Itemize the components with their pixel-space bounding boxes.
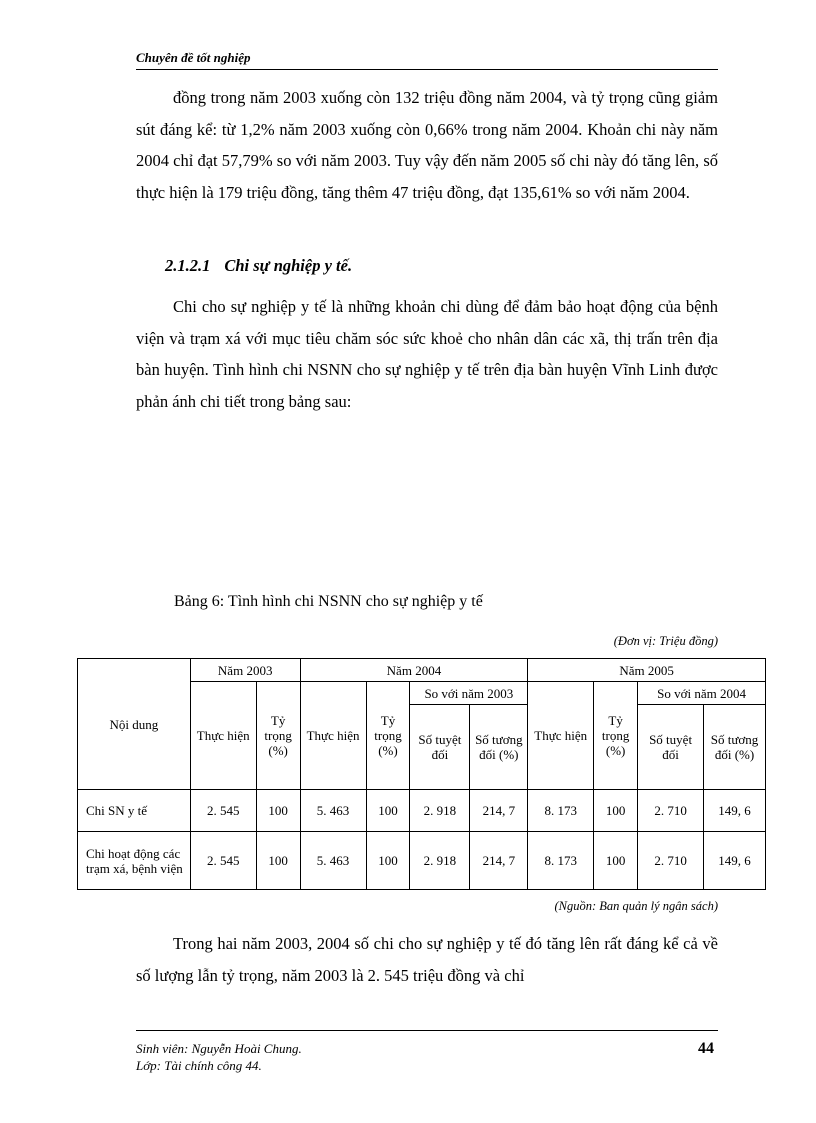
expenditure-table [77, 658, 766, 890]
table-row [78, 790, 766, 832]
paragraph-3 [136, 928, 718, 991]
footer-divider [136, 1030, 718, 1031]
cell: 8. 173 [528, 790, 594, 832]
header-vs-2003: So với năm 2003 [410, 682, 528, 705]
cell: 5. 463 [300, 790, 366, 832]
paragraph-3-text: Trong hai năm 2003, 2004 số chi cho sự nghiệp y tế đó tăng lên rất đáng kể cả về số lượng lẫn tỷ trọng, năm 2003 là 2. 545 triệu đồng và chỉ [136, 934, 718, 985]
cell: 2. 545 [190, 832, 256, 890]
cell: 5. 463 [300, 832, 366, 890]
paragraph-2-text: Chi cho sự nghiệp y tế là những khoản chi dùng để đảm bảo hoạt động của bệnh viện và trạm xá với mục tiêu chăm sóc sức khoẻ cho nhân dân các xã, thị trấn trên địa bàn huyện. Tình hình chi NSNN cho sự nghiệp y tế trên địa bàn huyện Vĩnh Linh được phản ánh chi tiết trong bảng sau: [136, 297, 718, 411]
cell: 214, 7 [470, 790, 528, 832]
cell: 2. 710 [638, 790, 704, 832]
header-ty-trong-2005: Tỷ trọng (%) [594, 682, 638, 790]
header-thuc-hien-2004: Thực hiện [300, 682, 366, 790]
cell: 100 [366, 832, 410, 890]
header-vs-2004: So với năm 2004 [638, 682, 766, 705]
paragraph-1 [136, 82, 718, 208]
cell: 2. 545 [190, 790, 256, 832]
header-rel-2004: Số tương đối (%) [470, 705, 528, 790]
header-year-2004: Năm 2004 [300, 659, 528, 682]
cell: 100 [256, 790, 300, 832]
paragraph-2 [136, 291, 718, 417]
header-thuc-hien-2003: Thực hiện [190, 682, 256, 790]
header-rel-2005: Số tương đối (%) [704, 705, 766, 790]
cell: 149, 6 [704, 832, 766, 890]
footer-class: Lớp: Tài chính công 44. [136, 1058, 262, 1073]
header-thuc-hien-2005: Thực hiện [528, 682, 594, 790]
table-row [78, 832, 766, 890]
table-caption: Bảng 6: Tình hình chi NSNN cho sự nghiệp y tế [174, 593, 483, 610]
page-number: 44 [698, 1040, 714, 1057]
section-title: Chi sự nghiệp y tế. [224, 256, 353, 275]
header-abs-2005: Số tuyệt đối [638, 705, 704, 790]
cell: 149, 6 [704, 790, 766, 832]
row-label: Chi SN y tế [78, 790, 191, 832]
header-abs-2004: Số tuyệt đối [410, 705, 470, 790]
row-label: Chi hoạt động các trạm xá, bệnh viện [78, 832, 191, 890]
cell: 100 [594, 790, 638, 832]
section-number: 2.1.2.1 [165, 256, 211, 275]
header-ty-trong-2003: Tỷ trọng (%) [256, 682, 300, 790]
header-year-2005: Năm 2005 [528, 659, 766, 682]
cell: 214, 7 [470, 832, 528, 890]
cell: 2. 918 [410, 832, 470, 890]
header-year-2003: Năm 2003 [190, 659, 300, 682]
paragraph-1-text: đồng trong năm 2003 xuống còn 132 triệu đồng năm 2004, và tỷ trọng cũng giảm sút đáng kể: từ 1,2% năm 2003 xuống còn 0,66% trong năm 2004. Khoản chi này năm 2004 chỉ đạt 57,79% so với năm 2003. Tuy vậy đến năm 2005 số chi này đó tăng lên, số thực hiện là 179 triệu đồng, tăng thêm 47 triệu đồng, đạt 135,61% so với năm 2004. [136, 88, 718, 202]
table-unit: (Đơn vị: Triệu đồng) [613, 634, 718, 648]
footer-student: Sinh viên: Nguyễn Hoài Chung. [136, 1041, 302, 1056]
cell: 8. 173 [528, 832, 594, 890]
section-heading [165, 256, 352, 276]
cell: 100 [366, 790, 410, 832]
cell: 2. 918 [410, 790, 470, 832]
table-source: (Nguồn: Ban quản lý ngân sách) [554, 899, 718, 913]
header-content: Nội dung [78, 659, 191, 790]
header-ty-trong-2004: Tỷ trọng (%) [366, 682, 410, 790]
running-header: Chuyên đề tốt nghiệp [136, 50, 718, 70]
cell: 100 [594, 832, 638, 890]
footer [136, 1040, 302, 1074]
cell: 2. 710 [638, 832, 704, 890]
cell: 100 [256, 832, 300, 890]
